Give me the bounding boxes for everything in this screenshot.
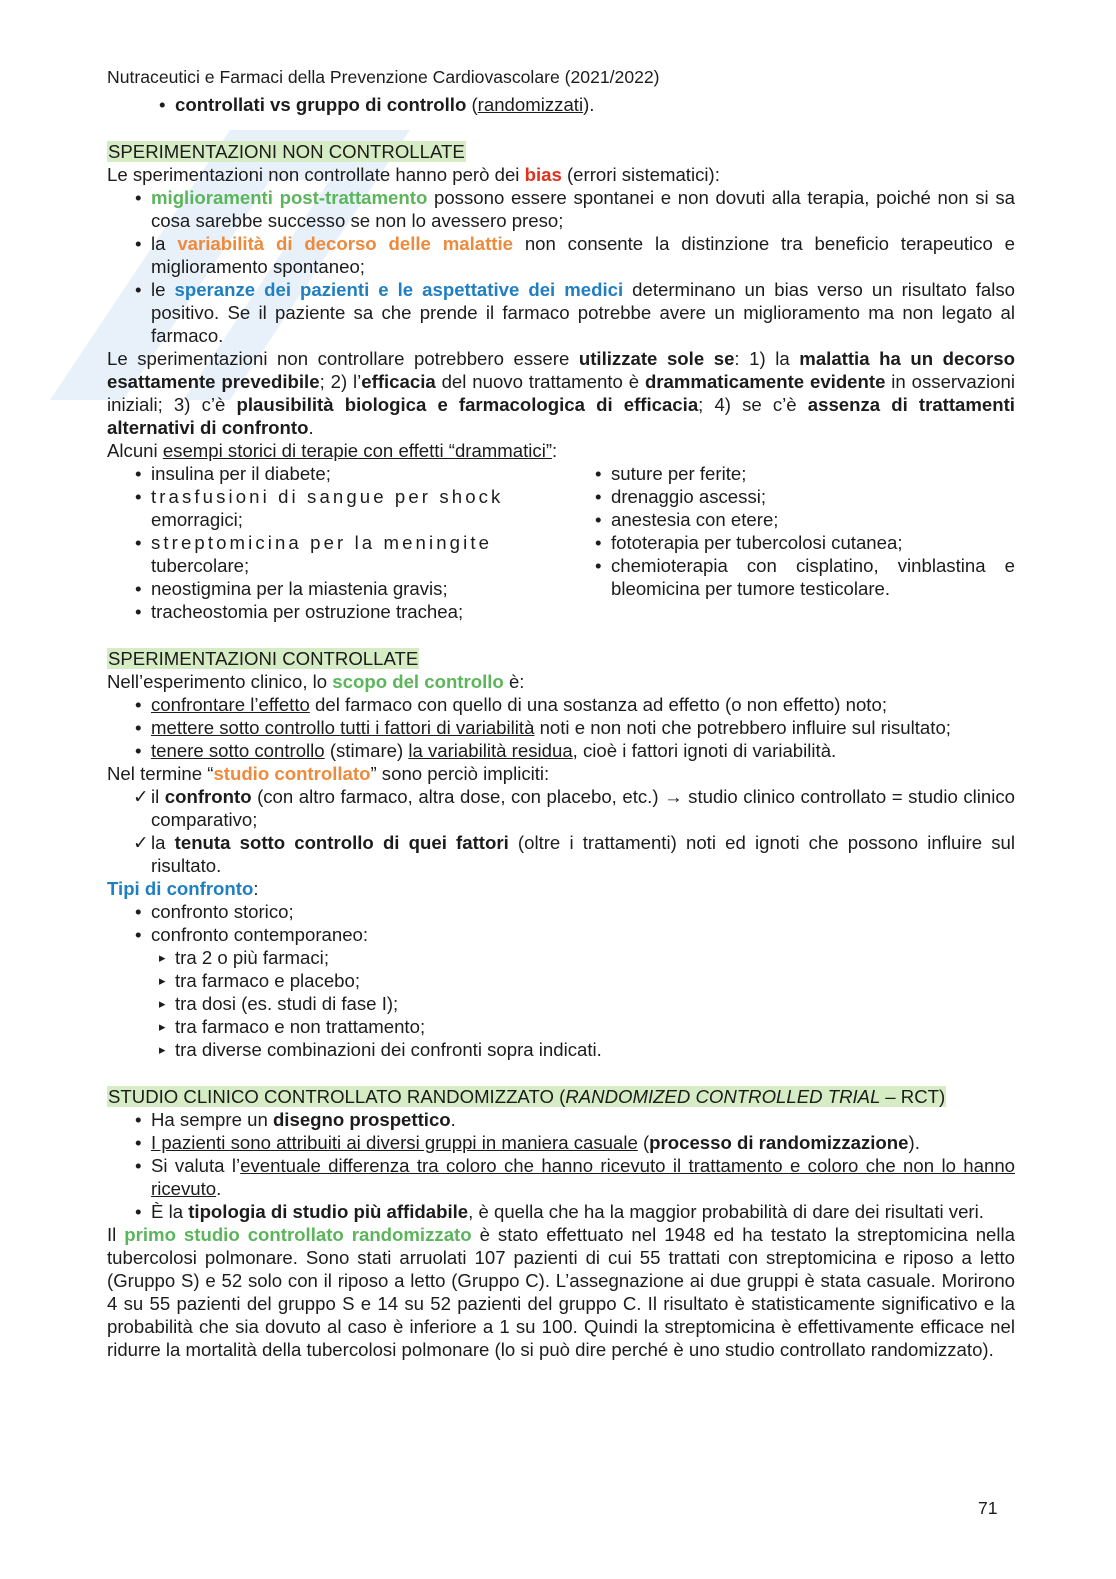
- intro-bullet: • controllati vs gruppo di controllo (randomizzati).: [107, 93, 1015, 116]
- page-number: 71: [978, 1498, 998, 1518]
- list-item: • I pazienti sono attribuiti ai diversi gruppi in maniera casuale (processo di randomizzazione).: [107, 1131, 1015, 1154]
- list-item: • trasfusioni di sangue per shock emorragici;: [107, 485, 537, 531]
- paragraph: Le sperimentazioni non controllare potrebbero essere utilizzate sole se: 1) la malattia ha un decorso esattamente prevedibile; 2) l’efficacia del nuovo trattamento è drammaticamente evidente in osservazioni iniziali; 3) c’è plausibilità biologica e farmacologica di efficacia; 4) se c’è assenza di trattamenti alternativi di confronto.: [107, 348, 1015, 438]
- list-item: • miglioramenti post-trattamento possono essere spontanei e non dovuti alla terapia, poiché non si sa cosa sarebbe successo se non lo avessero preso;: [107, 186, 1015, 232]
- paragraph: Tipi di confronto:: [107, 878, 259, 899]
- sub-list-item: ▸ tra 2 o più farmaci;: [107, 946, 1015, 969]
- page-header: Nutraceutici e Farmaci della Prevenzione Cardiovascolare (2021/2022): [107, 67, 660, 87]
- list-item: • drenaggio ascessi;: [595, 485, 1015, 508]
- list-item: • Ha sempre un disegno prospettico.: [107, 1108, 1015, 1131]
- section-heading-rct: STUDIO CLINICO CONTROLLATO RANDOMIZZATO (RANDOMIZED CONTROLLED TRIAL – RCT): [108, 1086, 946, 1107]
- list-item: • anestesia con etere;: [595, 508, 1015, 531]
- list-item: • tracheostomia per ostruzione trachea;: [107, 600, 537, 623]
- list-item: • streptomicina per la meningite tubercolare;: [107, 531, 537, 577]
- paragraph: Le sperimentazioni non controllate hanno però dei bias (errori sistematici):: [107, 164, 720, 185]
- section-heading-controllate: SPERIMENTAZIONI CONTROLLATE: [108, 648, 419, 669]
- sub-list-item: ▸ tra diverse combinazioni dei confronti sopra indicati.: [107, 1038, 1015, 1061]
- list-item: • la variabilità di decorso delle malattie non consente la distinzione tra beneficio terapeutico e miglioramento spontaneo;: [107, 232, 1015, 278]
- list-item: • È la tipologia di studio più affidabile, è quella che ha la maggior probabilità di dare dei risultati veri.: [107, 1200, 1015, 1223]
- examples-columns: [107, 462, 1015, 623]
- section-heading-non-controllate: SPERIMENTAZIONI NON CONTROLLATE: [108, 141, 465, 162]
- paragraph: Nell’esperimento clinico, lo scopo del controllo è:: [107, 671, 525, 692]
- examples-right-column: [595, 462, 1015, 623]
- list-item: • insulina per il diabete;: [107, 462, 537, 485]
- list-item: • suture per ferite;: [595, 462, 1015, 485]
- list-item: • confrontare l’effetto del farmaco con quello di una sostanza ad effetto (o non effetto) noto;: [107, 693, 1015, 716]
- list-item: • Si valuta l’eventuale differenza tra coloro che hanno ricevuto il trattamento e coloro che non lo hanno ricevuto.: [107, 1154, 1015, 1200]
- list-item: • mettere sotto controllo tutti i fattori di variabilità noti e non noti che potrebbero influire sul risultato;: [107, 716, 1015, 739]
- paragraph: Il primo studio controllato randomizzato è stato effettuato nel 1948 ed ha testato la streptomicina nella tubercolosi polmonare. Sono stati arruolati 107 pazienti di cui 55 trattati con streptomicina e riposo a letto (Gruppo S) e 52 solo con il riposo a letto (Gruppo C). L’assegnazione ai due gruppi è stata casuale. Morirono 4 su 55 pazienti del gruppo S e 14 su 52 pazienti del gruppo C. Il risultato è statisticamente significativo e la probabilità che sia dovuto al caso è inferiore a 1 su 100. Quindi la streptomicina è effettivamente efficace nel ridurre la mortalità della tubercolosi polmonare (lo si può dire perché è uno studio controllato randomizzato).: [107, 1224, 1015, 1360]
- list-item: • confronto contemporaneo:: [107, 923, 1015, 946]
- list-item: • neostigmina per la miastenia gravis;: [107, 577, 537, 600]
- sub-list-item: ▸ tra dosi (es. studi di fase I);: [107, 992, 1015, 1015]
- document-page: [107, 66, 1015, 1361]
- check-item: ✓ il confronto (con altro farmaco, altra dose, con placebo, etc.) → studio clinico controllato = studio clinico comparativo;: [107, 785, 1015, 831]
- check-item: ✓ la tenuta sotto controllo di quei fattori (oltre i trattamenti) noti ed ignoti che possono influire sul risultato.: [107, 831, 1015, 877]
- list-item: • le speranze dei pazienti e le aspettative dei medici determinano un bias verso un risultato falso positivo. Se il paziente sa che prende il farmaco potrebbe avere un miglioramento ma non legato al farmaco.: [107, 278, 1015, 347]
- list-item: • tenere sotto controllo (stimare) la variabilità residua, cioè i fattori ignoti di variabilità.: [107, 739, 1015, 762]
- examples-left-column: [107, 462, 537, 623]
- list-item: • confronto storico;: [107, 900, 1015, 923]
- sub-list-item: ▸ tra farmaco e placebo;: [107, 969, 1015, 992]
- list-item: • fototerapia per tubercolosi cutanea;: [595, 531, 1015, 554]
- paragraph: Alcuni esempi storici di terapie con effetti “drammatici”:: [107, 440, 558, 461]
- sub-list-item: ▸ tra farmaco e non trattamento;: [107, 1015, 1015, 1038]
- list-item: • chemioterapia con cisplatino, vinblastina e bleomicina per tumore testicolare.: [595, 554, 1015, 600]
- paragraph: Nel termine “studio controllato” sono perciò impliciti:: [107, 763, 550, 784]
